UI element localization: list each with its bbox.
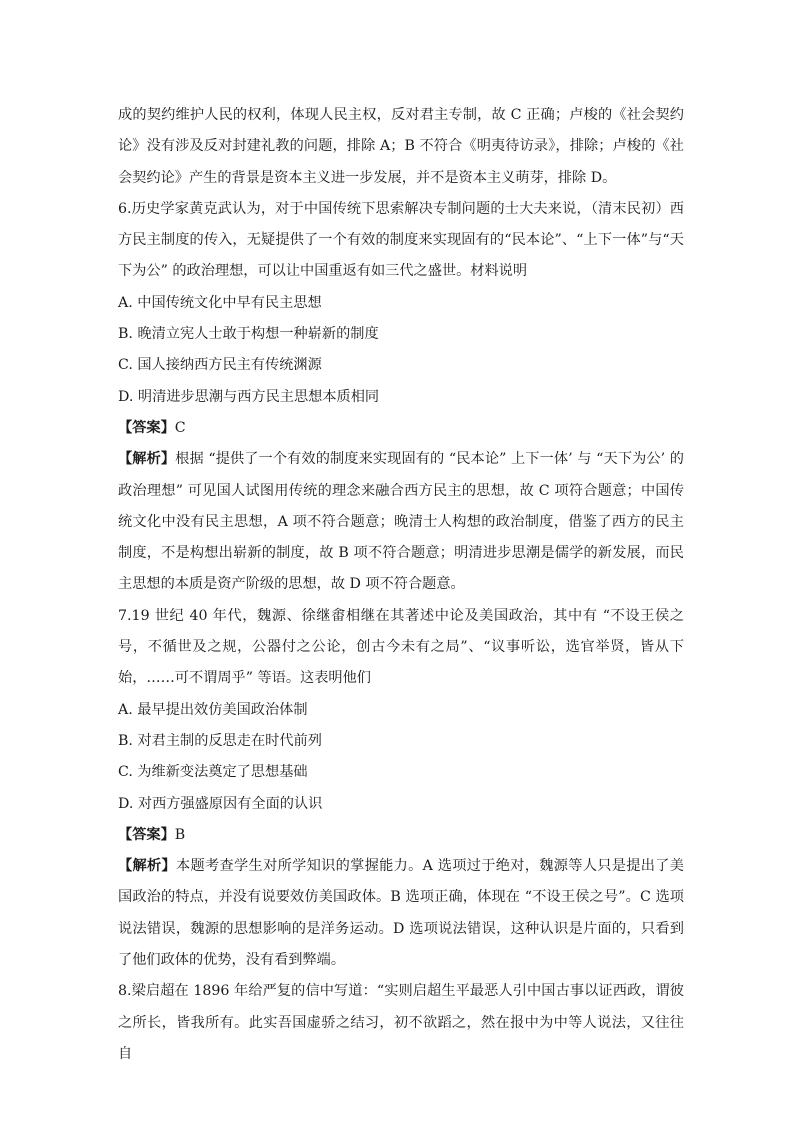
question-6-option-d: D. 明清进步思潮与西方民主思想本质相同 [118,388,380,405]
question-7-option-a: A. 最早提出效仿美国政治体制 [118,701,308,718]
analysis-label: 【解析】 [118,451,176,468]
question-7: 7.19 世纪 40 年代，魏源、徐继畬相继在其著述中论及美国政治，其中有 “不设王侯之号，不循世及之规，公器付之公论，创古今未有之局”、“议事听讼，选官举贤，皆从下始，……可不谓周乎” 等语。这表明他们 [118,607,684,687]
question-6-option-c: C. 国人接纳西方民主有传统渊源 [118,357,322,374]
analysis-text: 本题考查学生对所学知识的掌握能力。A 选项过于绝对，魏源等人只是提出了美国政治的特点，并没有说要效仿美国政体。B 选项正确，体现在 “不设王侯之号”。C 选项说法错误，魏源的思想影响的是洋务运动。D 选项说法错误，这种认识是片面的，只看到了他们政体的优势，没有看到弊端。 [118,858,684,969]
analysis-text: 根据 “提供了一个有效的制度来实现固有的 “民本论” 上下一体’ 与 “天下为公’ 的政治理想” 可见国人试图用传统的理念来融合西方民主的思想，故 C 项符合题意；中国传统文化中没有民主思想，A 项不符合题意；晚清士人构想的政治制度，借鉴了西方的民主制度，不是构想出崭新的制度，故 B 项不符合题意；明清进步思潮是儒学的新发展，而民主思想的本质是资产阶级的思想，故 D 项不符合题意。 [118,451,684,593]
analysis-label: 【解析】 [118,858,177,875]
question-6-option-b: B. 晚清立宪人士敢于构想一种崭新的制度 [118,326,379,343]
question-7-option-b: B. 对君主制的反思走在时代前列 [118,732,322,749]
question-7-answer [118,820,684,851]
question-6-analysis [118,444,684,600]
question-6: 6.历史学家黄克武认为，对于中国传统下思索解决专制问题的士大夫来说，（清末民初）西方民主制度的传入，无疑提供了一个有效的制度来实现固有的“民本论”、“上下一体”与“天下为公” 的政治理想，可以让中国重返有如三代之盛世。材料说明 [118,200,684,280]
answer-value: C [174,419,186,436]
page-content [118,100,684,1070]
question-6-option-a: A. 中国传统文化中早有民主思想 [118,294,322,311]
question-6-answer [118,413,684,444]
question-7-analysis [118,851,684,976]
answer-value: B [174,826,186,843]
paragraph-continuation: 成的契约维护人民的权利，体现人民主权，反对君主专制，故 C 正确；卢梭的《社会契约论》没有涉及反对封建礼教的问题，排除 A；B 不符合《明夷待访录》，排除；卢梭的《社会契约论》产生的背景是资本主义进一步发展，并不是资本主义萌芽，排除 D。 [118,107,684,186]
question-7-option-d: D. 对西方强盛原因有全面的认识 [118,795,323,812]
question-7-option-c: C. 为维新变法奠定了思想基础 [118,764,308,781]
answer-label: 【答案】 [118,419,175,436]
answer-label: 【答案】 [118,826,175,843]
question-8: 8.梁启超在 1896 年给严复的信中写道：“实则启超生平最恶人引中国古事以证西政，谓彼之所长，皆我所有。此实吾国虚骄之结习，初不欲蹈之，然在报中为中等人说法，又往往自 [118,983,684,1062]
